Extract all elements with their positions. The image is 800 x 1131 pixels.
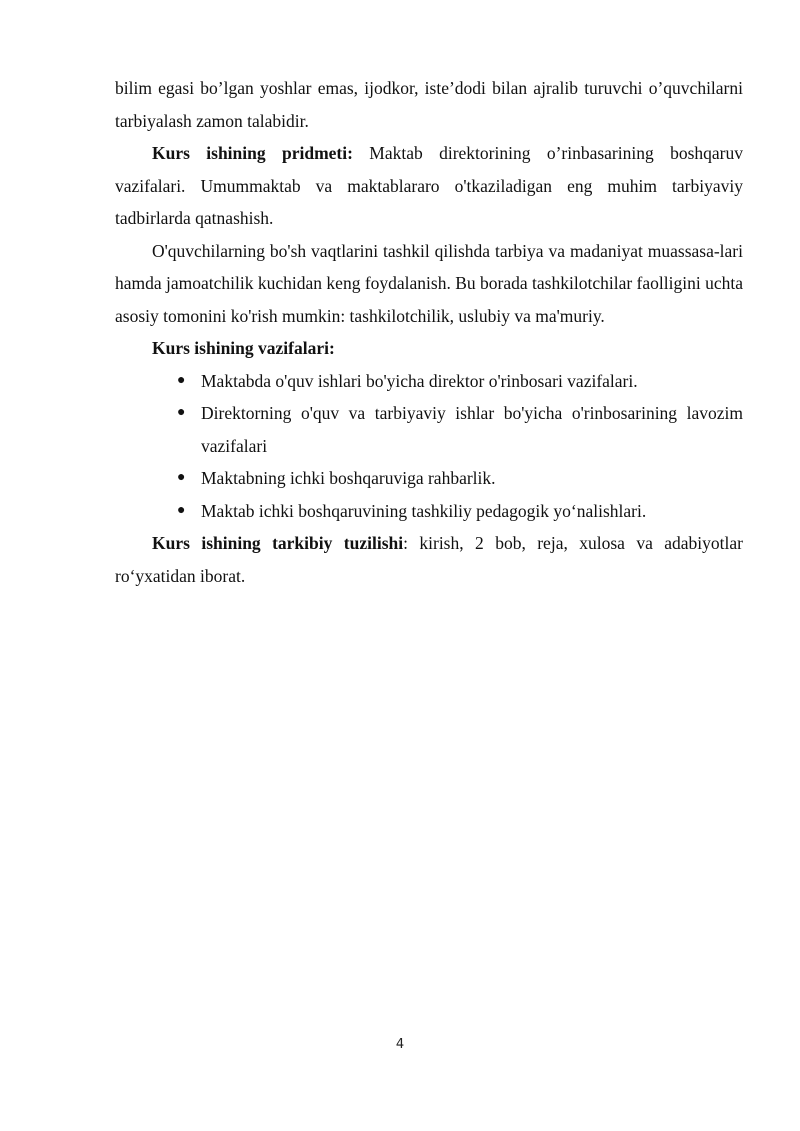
page-number: 4 <box>395 1037 405 1052</box>
structure-paragraph <box>115 527 743 592</box>
subject-paragraph <box>115 137 743 235</box>
bullet-icon: ● <box>177 470 186 485</box>
structure-text: : kirish, 2 bob, reja, xulosa va adabiyotlar ro‘yxatidan iborat. <box>115 533 743 586</box>
intro-paragraph: bilim egasi bo’lgan yoshlar emas, ijodkor, iste’dodi bilan ajralib turuvchi o’quvchilarni tarbiyalash zamon talabidir. <box>115 78 743 131</box>
structure-label: Kurs ishining tarkibiy tuzilishi <box>152 533 404 553</box>
bullet-icon: ● <box>177 405 186 420</box>
subject-text: Maktab direktorining o’rinbasarining boshqaruv vazifalari. Umummaktab va maktablararo o'tkaziladigan eng muhim tarbiyaviy tadbirlarda qatnashish. <box>115 143 743 228</box>
list-item <box>177 365 743 398</box>
list-item <box>177 397 743 462</box>
tasks-list <box>115 365 743 528</box>
tasks-heading: Kurs ishining vazifalari: <box>152 338 335 358</box>
leisure-paragraph: O'quvchilarning bo'sh vaqtlarini tashkil qilishda tarbiya va madaniyat muassasa-lari hamda jamoatchilik kuchidan keng foydalanish. Bu borada tashkilotchilar faolligini uchta asosiy tomonini ko'rish mumkin: tashkilotchilik, uslubiy va ma'muriy. <box>115 240 743 326</box>
list-item <box>177 462 743 495</box>
bullet-icon: ● <box>177 372 186 388</box>
list-item <box>177 495 743 528</box>
task-text: Maktab ichki boshqaruvining tashkiliy pedagogik yo‘nalishlari. <box>201 500 647 521</box>
task-text: Maktabda o'quv ishlari bo'yicha direktor o'rinbosari vazifalari. <box>201 370 638 391</box>
page-content <box>115 72 743 592</box>
task-text: Maktabning ichki boshqaruviga rahbarlik. <box>201 468 496 488</box>
task-text: Direktorning o'quv va tarbiyaviy ishlar bo'yicha o'rinbosarining lavozim vazifalari <box>201 403 743 456</box>
subject-label: Kurs ishining pridmeti: <box>152 143 353 163</box>
bullet-icon: ● <box>177 502 186 518</box>
